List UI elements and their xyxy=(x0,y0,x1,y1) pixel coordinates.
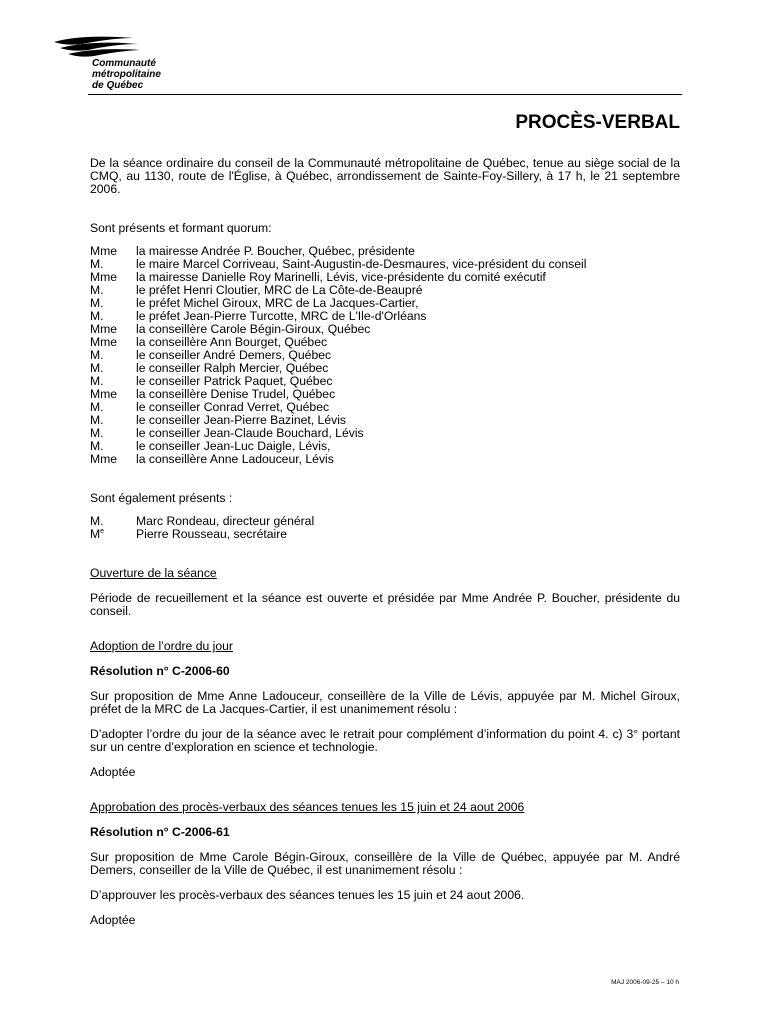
attendee-name: la mairesse Danielle Roy Marinelli, Lévis, vice-présidente du comité exécutif xyxy=(136,270,546,284)
attendee-title: Mme xyxy=(90,335,118,349)
attendee-title: Mme xyxy=(90,270,118,284)
resolution-paragraph: Sur proposition de Mme Anne Ladouceur, conseillère de la Ville de Lévis, appuyée par M. Michel Giroux, préfet de la MRC de La Jacques-Cartier, il est unanimement résolu : xyxy=(90,689,680,716)
adopted-label: Adoptée xyxy=(90,765,136,779)
attendee-title-base: M. xyxy=(90,514,104,528)
attendee-row xyxy=(90,528,680,541)
opening-heading: Ouverture de la séance xyxy=(90,566,217,580)
logo-swoosh-icon xyxy=(52,32,142,60)
attendee-name: la conseillère Denise Trudel, Québec xyxy=(136,387,336,401)
attendee-name: le conseiller Conrad Verret, Québec xyxy=(136,400,330,414)
attendee-name: le préfet Jean-Pierre Turcotte, MRC de L'Ile-d'Orléans xyxy=(136,309,427,323)
attendee-title: M. xyxy=(90,309,104,323)
also-present-list xyxy=(90,515,680,541)
attendee-name: Marc Rondeau, directeur général xyxy=(136,514,315,528)
document-title: PROCÈS-VERBAL xyxy=(515,112,680,133)
attendee-title: M. xyxy=(90,348,104,362)
attendee-title: Mme xyxy=(90,387,118,401)
attendee-title-base: M xyxy=(90,527,101,541)
attendee-name: le conseiller Ralph Mercier, Québec xyxy=(136,361,329,375)
attendee-name: la conseillère Ann Bourget, Québec xyxy=(136,335,328,349)
header-rule xyxy=(88,94,682,95)
attendee-title: M. xyxy=(90,257,104,271)
logo-line-1: Communauté xyxy=(92,58,156,69)
attendee-name: le préfet Michel Giroux, MRC de La Jacques-Cartier, xyxy=(136,296,419,310)
logo-text xyxy=(92,58,161,91)
resolution-title: Résolution n° C-2006-60 xyxy=(90,664,230,678)
attendee-title: M. xyxy=(90,439,104,453)
attendee-title: M. xyxy=(90,413,104,427)
attendee-name: le conseiller Jean-Luc Daigle, Lévis, xyxy=(136,439,331,453)
resolution-paragraph: Sur proposition de Mme Carole Bégin-Giroux, conseillère de la Ville de Québec, appuyée par M. André Demers, conseiller de la Ville de Québec, il est unanimement résolu : xyxy=(90,850,680,877)
attendee-name: la mairesse Andrée P. Boucher, Québec, présidente xyxy=(136,244,415,258)
logo-line-3: de Québec xyxy=(92,80,144,91)
attendee-title: M. xyxy=(90,374,104,388)
present-list xyxy=(90,245,680,466)
attendee-title: M. xyxy=(90,283,104,297)
footer-timestamp: MAJ 2006-09-25 – 10 h xyxy=(611,979,679,986)
attendee-title: M. xyxy=(90,296,104,310)
opening-paragraph: Période de recueillement et la séance est ouverte et présidée par Mme Andrée P. Boucher, présidente du conseil. xyxy=(90,591,680,618)
logo-line-2: métropolitaine xyxy=(92,69,161,80)
intro-paragraph: De la séance ordinaire du conseil de la Communauté métropolitaine de Québec, tenue au siège social de la CMQ, au 1130, route de l'Église, à Québec, arrondissement de Sainte-Foy-Sillery, à 17 h, le 21 septembre 2006. xyxy=(90,156,680,196)
attendee-name: le conseiller Jean-Claude Bouchard, Lévis xyxy=(136,426,364,440)
attendee-name: le préfet Henri Cloutier, MRC de La Côte-de-Beaupré xyxy=(136,283,423,297)
attendee-row xyxy=(90,453,680,466)
present-heading: Sont présents et formant quorum: xyxy=(90,221,272,235)
attendee-title-sup: e xyxy=(100,527,105,535)
document-body xyxy=(90,157,680,927)
attendee-title: Mme xyxy=(90,452,118,466)
resolution-paragraph: D’adopter l’ordre du jour de la séance avec le retrait pour complément d’information du point 4. c) 3° portant sur un centre d’exploration en science et technologie. xyxy=(90,727,680,754)
attendee-title: Mme xyxy=(90,244,118,258)
attendee-name: le maire Marcel Corriveau, Saint-Augustin-de-Desmaures, vice-président du conseil xyxy=(136,257,587,271)
attendee-title: M. xyxy=(90,361,104,375)
resolution-title: Résolution n° C-2006-61 xyxy=(90,825,230,839)
also-present-heading: Sont également présents : xyxy=(90,491,233,505)
attendee-name: la conseillère Carole Bégin-Giroux, Québec xyxy=(136,322,371,336)
agenda-heading: Adoption de l’ordre du jour xyxy=(90,639,233,653)
attendee-name: la conseillère Anne Ladouceur, Lévis xyxy=(136,452,334,466)
attendee-name: le conseiller Patrick Paquet, Québec xyxy=(136,374,333,388)
cmq-logo xyxy=(52,32,161,98)
attendee-title: M. xyxy=(90,400,104,414)
minutes-heading: Approbation des procès-verbaux des séances tenues les 15 juin et 24 aout 2006 xyxy=(90,800,525,814)
attendee-title xyxy=(90,528,136,541)
attendee-title: M. xyxy=(90,426,104,440)
resolution-paragraph: D’approuver les procès-verbaux des séances tenues les 15 juin et 24 aout 2006. xyxy=(90,888,525,902)
attendee-name: Pierre Rousseau, secrétaire xyxy=(136,527,288,541)
attendee-name: le conseiller André Demers, Québec xyxy=(136,348,332,362)
attendee-title: Mme xyxy=(90,322,118,336)
attendee-name: le conseiller Jean-Pierre Bazinet, Lévis xyxy=(136,413,346,427)
adopted-label: Adoptée xyxy=(90,913,136,927)
